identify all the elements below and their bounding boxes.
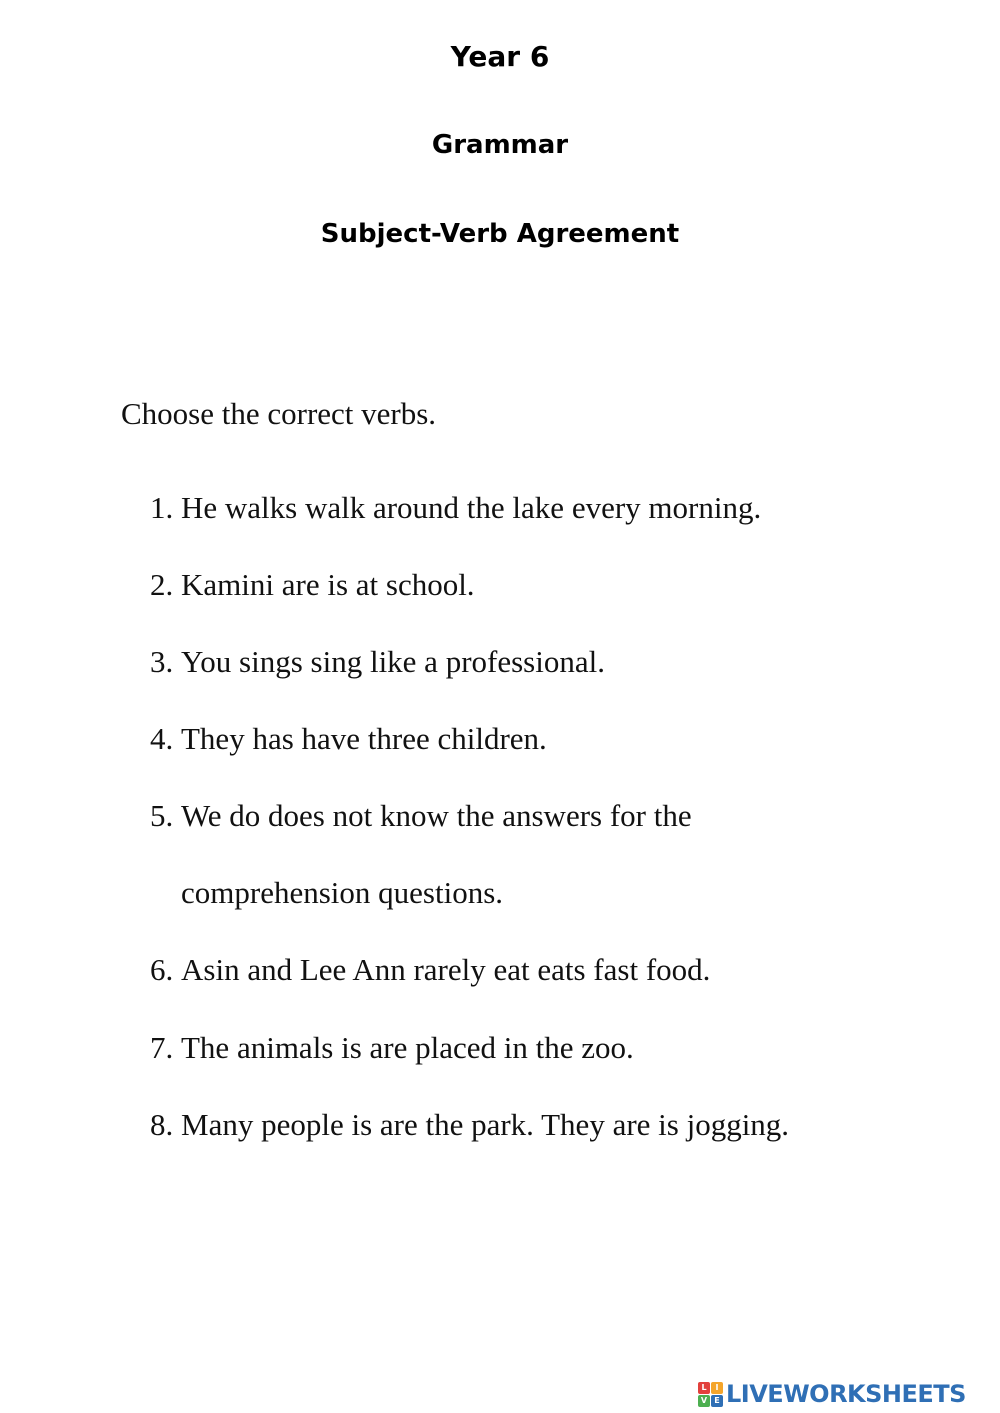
- question-number: 7.: [150, 1030, 174, 1065]
- logo-tile-i: I: [711, 1382, 723, 1394]
- question-text-continuation: comprehension questions.: [181, 875, 504, 910]
- question-text: You sings sing like a professional.: [181, 644, 605, 679]
- question-text: They has have three children.: [181, 721, 547, 756]
- question-text: We do does not know the answers for the: [181, 798, 692, 833]
- liveworksheets-logo: [698, 1379, 966, 1409]
- worksheet-year-heading: Year 6: [450, 40, 550, 73]
- liveworksheets-logo-text: LIVEWORKSHEETS: [726, 1380, 966, 1408]
- instruction-text: Choose the correct verbs.: [121, 396, 437, 431]
- question-number: 2.: [150, 567, 174, 602]
- liveworksheets-logo-icon: [698, 1382, 723, 1407]
- question-number: 3.: [150, 644, 174, 679]
- question-number: 4.: [150, 721, 174, 756]
- worksheet-topic-heading: Subject-Verb Agreement: [320, 219, 680, 249]
- logo-tile-e: E: [711, 1395, 723, 1407]
- question-text: Many people is are the park. They are is jogging.: [181, 1107, 790, 1142]
- question-number: 5.: [150, 798, 174, 833]
- question-text: Asin and Lee Ann rarely eat eats fast food.: [181, 952, 711, 987]
- question-number: 6.: [150, 952, 174, 987]
- worksheet-subject-heading: Grammar: [431, 130, 569, 160]
- logo-tile-l: L: [698, 1382, 710, 1394]
- question-text: The animals is are placed in the zoo.: [181, 1030, 634, 1065]
- logo-tile-v: V: [698, 1395, 710, 1407]
- question-number: 1.: [150, 490, 174, 525]
- question-text: Kamini are is at school.: [181, 567, 475, 602]
- question-text: He walks walk around the lake every morning.: [181, 490, 762, 525]
- question-number: 8.: [150, 1107, 174, 1142]
